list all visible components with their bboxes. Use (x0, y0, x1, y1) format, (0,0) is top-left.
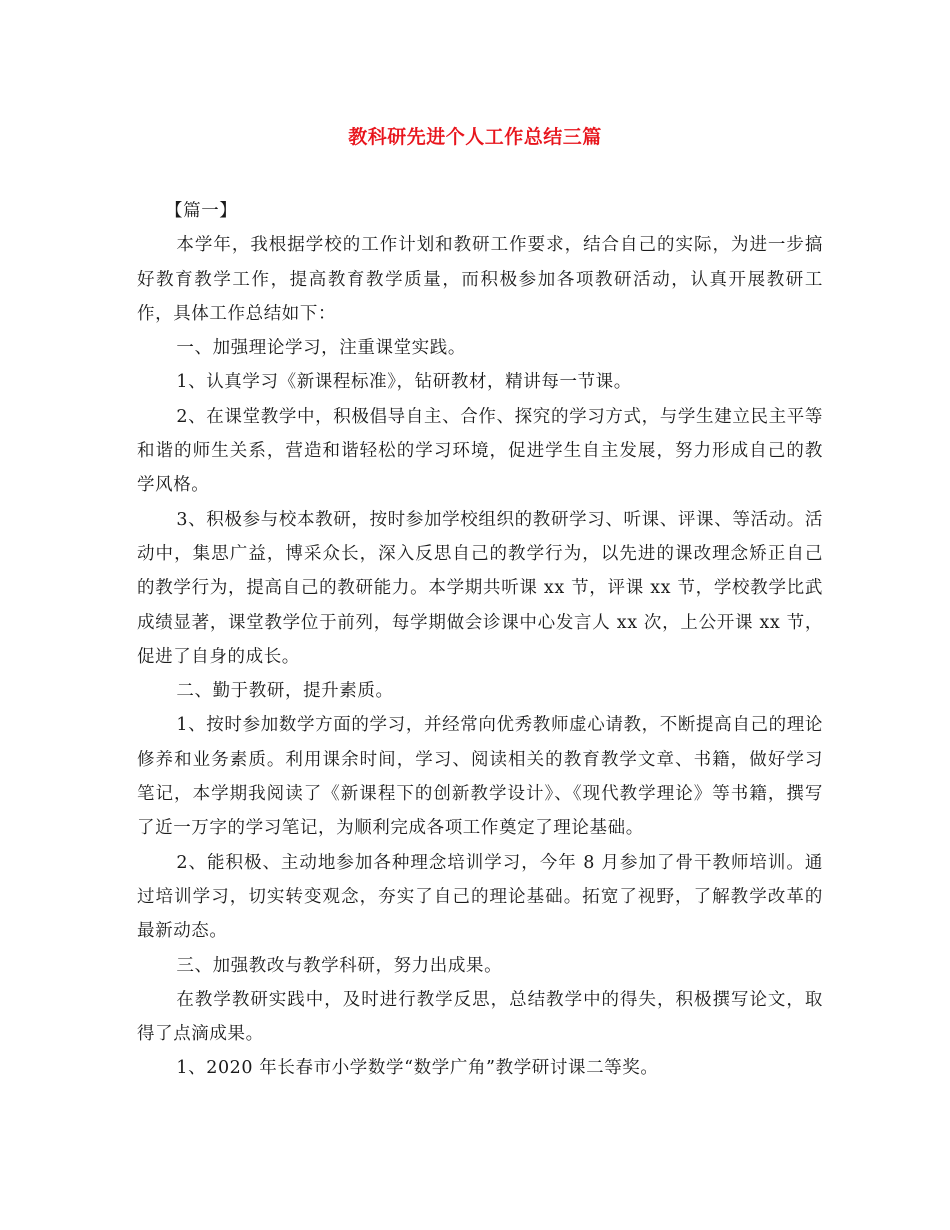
intro-paragraph: 本学年，我根据学校的工作计划和教研工作要求，结合自己的实际，为进一步搞好教育教学工作，提高教育教学质量，而积极参加各项教研活动，认真开展教研工作，具体工作总结如下： (137, 235, 823, 324)
section-heading-part-one: 【篇一】 (165, 201, 238, 221)
paragraph-1-3: 3、积极参与校本教研，按时参加学校组织的教研学习、听课、评课、等活动。活动中，集思广益，博采众长，深入反思自己的教学行为，以先进的课改理念矫正自己的教学行为，提高自己的教研能力。本学期共听课 xx 节，评课 xx 节，学校教学比武成绩显著，课堂教学位于前列，每学期做会诊课中心发言人 xx 次，上公开课 xx 节，促进了自身的成长。 (137, 509, 823, 667)
paragraph-3-intro: 在教学教研实践中，及时进行教学反思，总结教学中的得失，积极撰写论文，取得了点滴成果。 (137, 989, 823, 1045)
document-title: 教科研先进个人工作总结三篇 (348, 126, 602, 148)
heading-two: 二、勤于教研，提升素质。 (176, 681, 394, 702)
paragraph-1-1: 1、认真学习《新课程标准》，钻研教材，精讲每一节课。 (176, 372, 632, 393)
heading-three: 三、加强教改与教学科研，努力出成果。 (176, 955, 503, 976)
paragraph-1-2: 2、在课堂教学中，积极倡导自主、合作、探究的学习方式，与学生建立民主平等和谐的师生关系，营造和谐轻松的学习环境，促进学生自主发展，努力形成自己的教学风格。 (137, 406, 823, 496)
paragraph-2-1: 1、按时参加数学方面的学习，并经常向优秀教师虚心请教，不断提高自己的理论修养和业务素质。利用课余时间，学习、阅读相关的教育教学文章、书籍，做好学习笔记，本学期我阅读了《新课程下的创新教学设计》、《现代教学理论》等书籍，撰写了近一万字的学习笔记，为顺利完成各项工作奠定了理论基础。 (137, 715, 823, 839)
document-body (137, 194, 823, 1086)
paragraph-3-1: 1、2020 年长春市小学数学“数学广角”教学研讨课二等奖。 (176, 1058, 659, 1079)
heading-one: 一、加强理论学习，注重课堂实践。 (176, 338, 466, 359)
paragraph-2-2: 2、能积极、主动地参加各种理念培训学习，今年 8 月参加了骨干教师培训。通过培训学习，切实转变观念，夯实了自己的理论基础。拓宽了视野，了解教学改革的最新动态。 (137, 852, 823, 942)
